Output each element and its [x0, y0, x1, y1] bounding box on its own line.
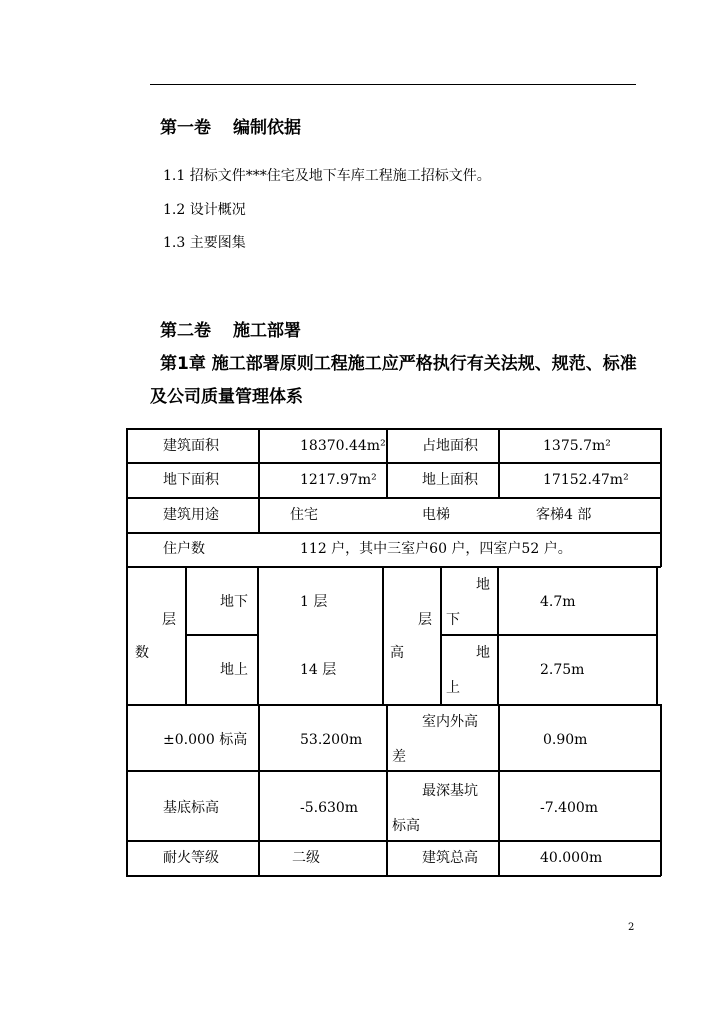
floors-label: 数 [135, 645, 149, 661]
cell-value: 53.200m [300, 732, 363, 748]
cell-value: 18370.44m² [300, 438, 386, 454]
cell-value: 1 层 [300, 594, 328, 610]
chapter-heading-line1: 第1章 施工部署原则工程施工应严格执行有关法规、规范、标准 [160, 354, 637, 374]
cell-value: 2.75m [540, 662, 585, 678]
cell-value: 住宅 [290, 507, 318, 523]
cell-label: 最深基坑 [422, 783, 478, 799]
cell-value: 1217.97m² [300, 472, 377, 488]
cell-label: 地下 [220, 594, 248, 610]
list-item: 1.3 主要图集 [163, 235, 246, 251]
cell-label: 上 [446, 680, 460, 696]
cell-value: 0.90m [543, 732, 588, 748]
cell-label: 耐火等级 [163, 850, 219, 866]
cell-value: 4.7m [540, 594, 576, 610]
volume1-title: 第一卷 [160, 118, 211, 138]
cell-value: 40.000m [540, 850, 603, 866]
chapter-heading-line2: 及公司质量管理体系 [150, 387, 303, 407]
cell-label: 占地面积 [422, 438, 478, 454]
cell-label: 下 [446, 612, 460, 628]
cell-label: 地 [476, 645, 490, 661]
cell-label: 建筑总高 [422, 850, 478, 866]
cell-label: 建筑面积 [163, 438, 219, 454]
page-number: 2 [628, 922, 635, 933]
cell-value: 112 户，其中三室户60 户，四室户52 户。 [300, 541, 572, 557]
cell-label: ±0.000 标高 [163, 732, 248, 748]
cell-label: 建筑用途 [163, 507, 219, 523]
cell-label: 地下面积 [163, 472, 219, 488]
cell-label: 地上面积 [422, 472, 478, 488]
cell-value: 客梯4 部 [536, 507, 592, 523]
volume2-subtitle: 施工部署 [233, 321, 301, 341]
cell-label: 住户数 [163, 541, 205, 557]
cell-value: 1375.7m² [543, 438, 611, 454]
floors-label: 层 [162, 612, 176, 628]
cell-label: 电梯 [422, 507, 450, 523]
cell-label: 地 [476, 577, 490, 593]
cell-label: 标高 [392, 818, 420, 834]
list-item: 1.1 招标文件***住宅及地下车库工程施工招标文件。 [163, 168, 491, 184]
cell-label: 基底标高 [163, 800, 219, 816]
cell-value: -7.400m [540, 800, 599, 816]
cell-value: 17152.47m² [543, 472, 629, 488]
cell-value: 二级 [292, 850, 320, 866]
heights-label: 高 [390, 645, 404, 661]
volume1-subtitle: 编制依据 [233, 118, 301, 138]
heights-label: 层 [418, 612, 432, 628]
cell-value: -5.630m [300, 800, 359, 816]
list-item: 1.2 设计概况 [163, 202, 246, 218]
cell-label: 地上 [220, 662, 248, 678]
cell-value: 14 层 [300, 662, 337, 678]
cell-label: 差 [392, 749, 406, 765]
volume2-title: 第二卷 [160, 321, 211, 341]
cell-label: 室内外高 [422, 714, 478, 730]
